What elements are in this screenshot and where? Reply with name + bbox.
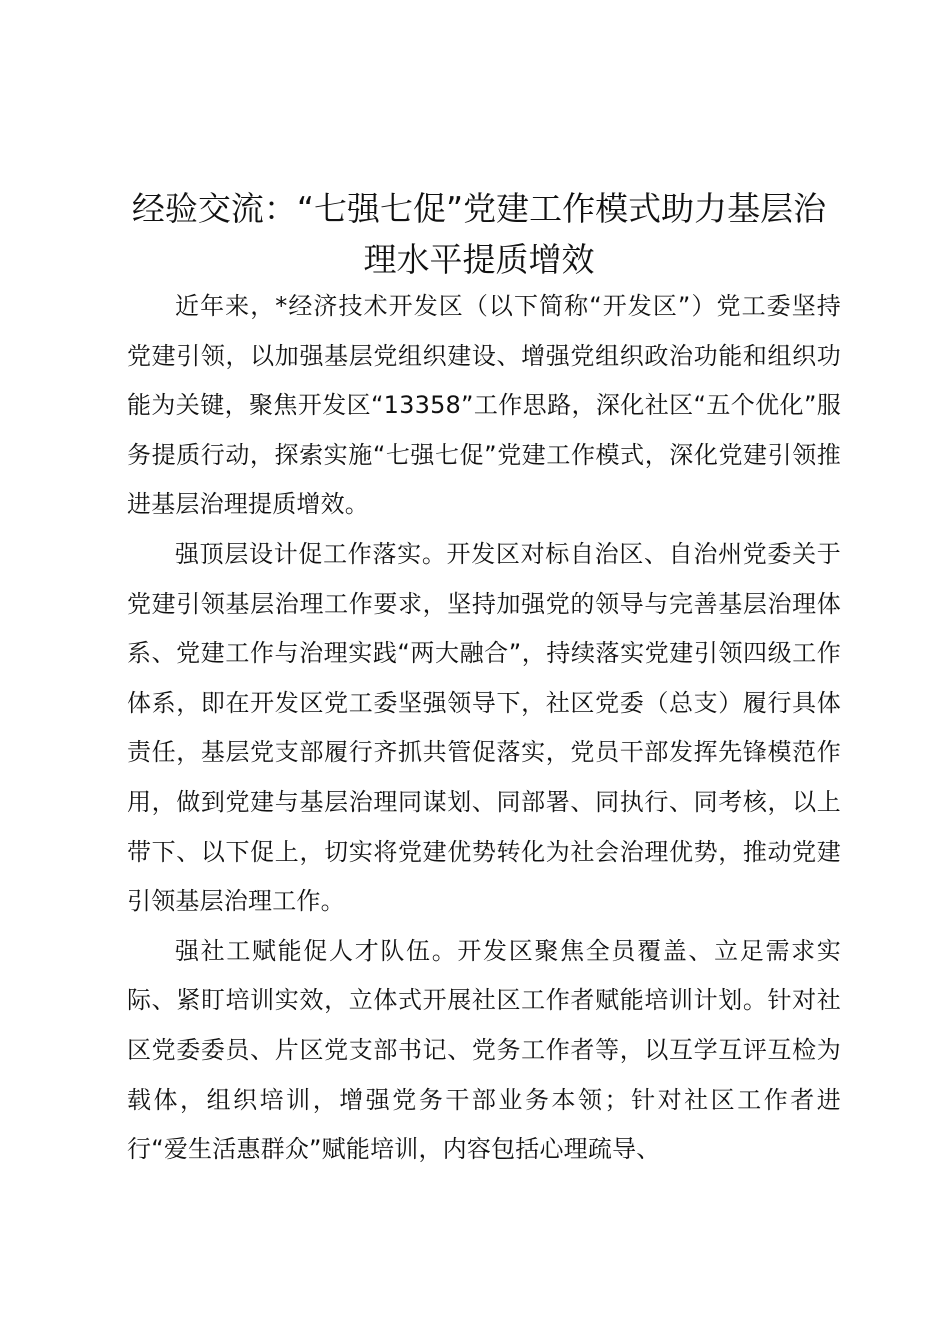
paragraph-top-level-design: 强顶层设计促工作落实。开发区对标自治区、自治州党委关于党建引领基层治理工作要求，坚持加强党的领导与完善基层治理体系、党建工作与治理实践“两大融合”，持续落实党建引领四级工作体系，即在开发区党工委坚强领导下，社区党委（总支）履行具体责任，基层党支部履行齐抓共管促落实，党员干部发挥先锋模范作用，做到党建与基层治理同谋划、同部署、同执行、同考核，以上带下、以下促上，切实将党建优势转化为社会治理优势，推动党建引领基层治理工作。 <box>127 539 841 916</box>
document-title: 经验交流：“七强七促”党建工作模式助力基层治理水平提质增效 <box>131 189 827 279</box>
paragraph-intro: 近年来，*经济技术开发区（以下简称“开发区”）党工委坚持党建引领，以加强基层党组织建设、增强党组织政治功能和组织功能为关键，聚焦开发区“13358”工作思路，深化社区“五个优化”服务提质行动，探索实施“七强七促”党建工作模式，深化党建引领推进基层治理提质增效。 <box>127 292 841 519</box>
document-body <box>127 282 841 1175</box>
paragraph-social-work-empowerment: 强社工赋能促人才队伍。开发区聚焦全员覆盖、立足需求实际、紧盯培训实效，立体式开展社区工作者赋能培训计划。针对社区党委委员、片区党支部书记、党务工作者等，以互学互评互检为载体，组织培训，增强党务干部业务本领；针对社区工作者进行“爱生活惠群众”赋能培训，内容包括心理疏导、 <box>127 936 841 1164</box>
